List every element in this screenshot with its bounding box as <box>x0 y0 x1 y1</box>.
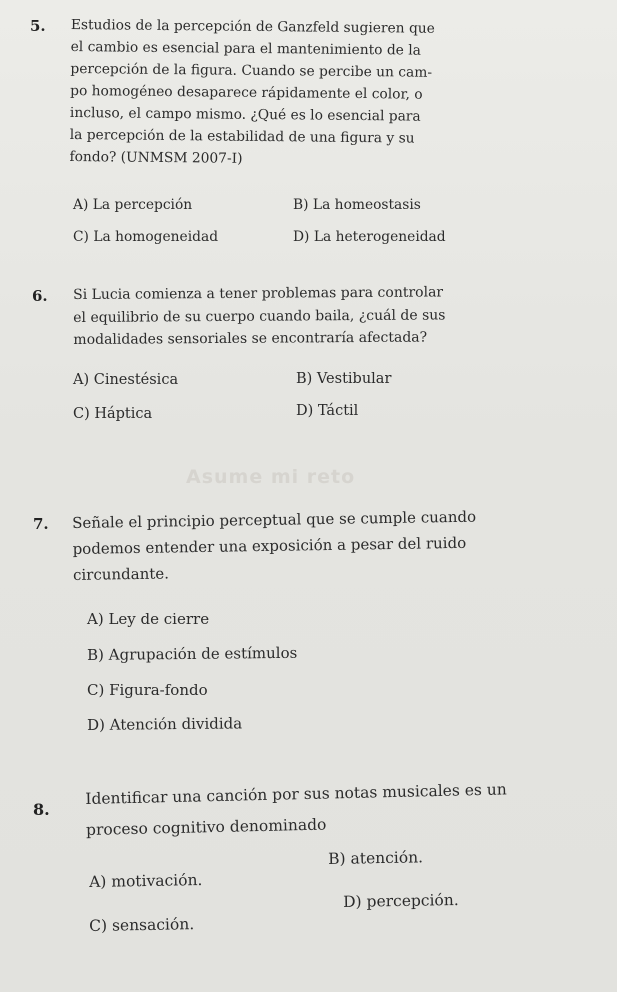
option-b: B) Agrupación de estímulos <box>87 643 298 664</box>
option-c: C) sensación. <box>89 915 195 935</box>
stem-line: po homogéneo desaparece rápidamente el color, o <box>70 82 423 103</box>
stem-line: Señale el principio perceptual que se cumple cuando <box>72 507 477 532</box>
stem-line: fondo? (UNMSM 2007-I) <box>69 148 243 167</box>
option-a: A) motivación. <box>89 871 203 891</box>
option-b: B) Vestibular <box>296 371 392 387</box>
option-d: D) percepción. <box>343 890 459 911</box>
stem-line: modalidades sensoriales se encontraría afectada? <box>73 329 428 348</box>
stem-line: percepción de la figura. Cuando se percibe un cam- <box>70 60 433 81</box>
option-d: D) Atención dividida <box>87 714 243 734</box>
stem-line: la percepción de la estabilidad de una figura y su <box>69 126 415 147</box>
question-number: 6. <box>32 287 48 305</box>
option-a: A) Ley de cierre <box>87 610 210 628</box>
option-d: D) Táctil <box>296 403 359 419</box>
stem-line: Si Lucia comienza a tener problemas para controlar <box>73 284 444 303</box>
option-a: A) Cinestésica <box>73 372 179 388</box>
question-number: 8. <box>33 800 50 819</box>
stem-line: el cambio es esencial para el mantenimiento de la <box>70 38 421 59</box>
question-number: 7. <box>33 515 49 533</box>
question-stem <box>73 280 593 351</box>
stem-line: proceso cognitivo denominado <box>85 815 327 839</box>
stem-line: circundante. <box>72 564 170 584</box>
stem-line: incluso, el campo mismo. ¿Qué es lo esencial para <box>69 104 421 125</box>
option-d: D) La heterogeneidad <box>293 229 446 245</box>
option-b: B) La homeostasis <box>293 197 421 213</box>
stem-line: Identificar una canción por sus notas musicales es un <box>85 780 507 808</box>
stem-line: Estudios de la percepción de Ganzfeld sugieren que <box>70 16 435 37</box>
question-stem <box>72 502 593 588</box>
stem-line: el equilibrio de su cuerpo cuando baila, ¿cuál de sus <box>73 306 446 326</box>
question-number: 5. <box>30 17 46 35</box>
watermark-text: Asume mi reto <box>186 466 356 488</box>
option-a: A) La percepción <box>73 197 193 213</box>
option-c: C) Háptica <box>73 406 153 422</box>
option-b: B) atención. <box>328 848 424 868</box>
stem-line: podemos entender una exposición a pesar del ruido <box>72 533 467 558</box>
question-stem <box>69 14 591 173</box>
question-stem <box>85 772 606 846</box>
option-c: C) La homogeneidad <box>73 229 219 245</box>
option-c: C) Figura-fondo <box>87 681 208 699</box>
